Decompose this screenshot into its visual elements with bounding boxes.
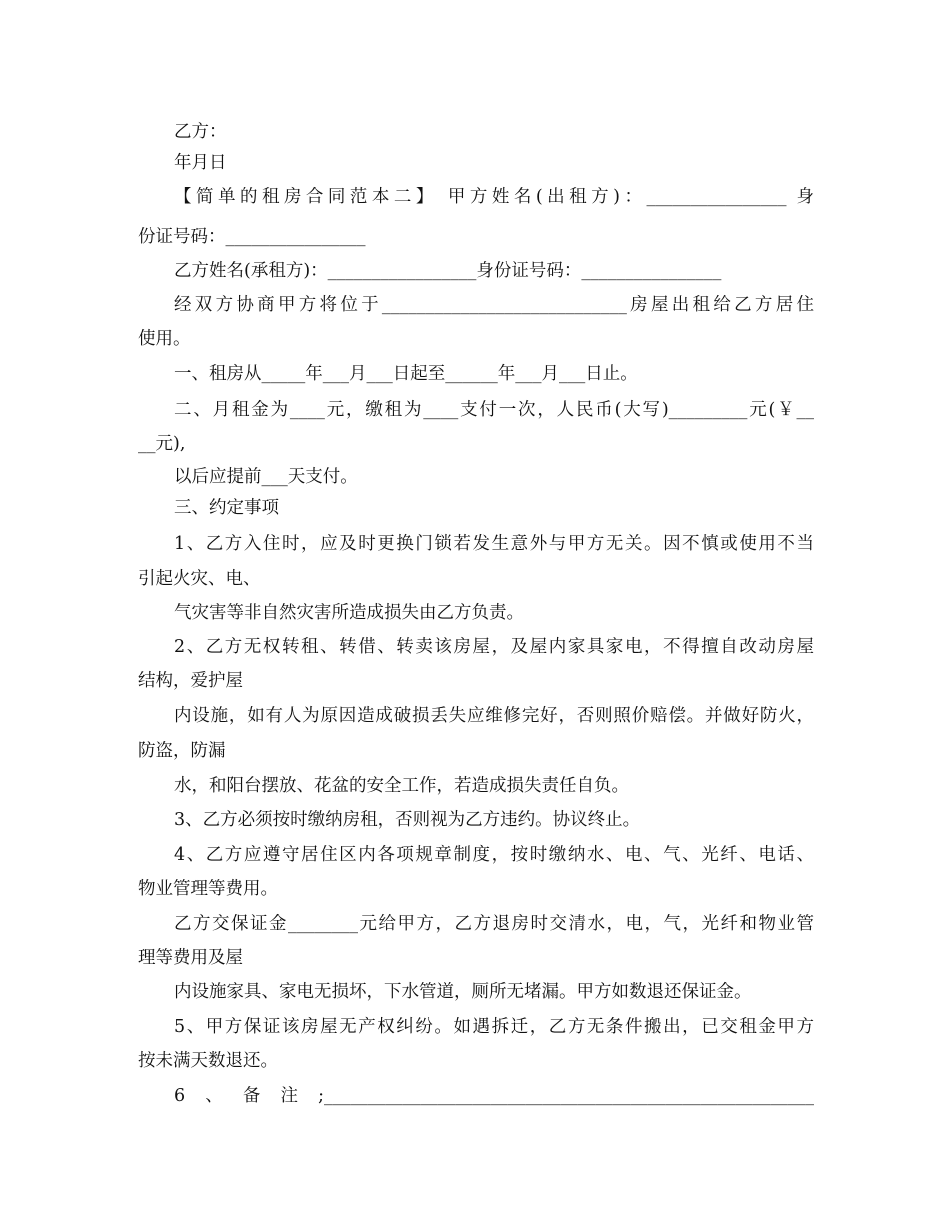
text-line: 5、甲方保证该房屋无产权纠纷。如遇拆迁，乙方无条件搬出，已交租金甲方	[174, 1017, 814, 1037]
text-line: 水，和阳台摆放、花盆的安全工作，若造成损失责任自负。	[174, 776, 629, 796]
text-line: 乙方姓名(承租方)：_________________身份证号码：________________	[174, 261, 722, 281]
text-line: 1、乙方入住时，应及时更换门锁若发生意外与甲方无关。因不慎或使用不当	[174, 534, 814, 554]
text-line: 防盗，防漏	[138, 741, 226, 761]
contract-heading-line: 【简单的租房合同范本二】 甲方姓名(出租方)：________________ 身	[174, 187, 814, 207]
text-line: 内设施家具、家电无损坏，下水管道，厕所无堵漏。甲方如数退还保证金。	[174, 982, 752, 1002]
text-line: 年月日	[174, 153, 227, 173]
text-line: 二、月租金为____元，缴租为____支付一次，人民币(大写)_________元(￥__	[174, 400, 814, 420]
text-line: 引起火灾、电、	[138, 569, 261, 589]
text-line: 内设施，如有人为原因造成破损丢失应维修完好，否则照价赔偿。并做好防火，	[174, 706, 814, 726]
section-heading: 三、约定事项	[174, 498, 279, 518]
text-line: 结构，爱护屋	[138, 671, 243, 691]
text-line: 份证号码：________________	[138, 227, 366, 247]
text-line: 物业管理等费用。	[138, 879, 278, 899]
text-line: 乙方：	[174, 122, 227, 142]
text-line: 2、乙方无权转租、转借、转卖该房屋，及屋内家具家电，不得擅自改动房屋	[174, 637, 814, 657]
text-line: __元),	[138, 434, 186, 454]
text-line: 3、乙方必须按时缴纳房租，否则视为乙方违约。协议终止。	[174, 810, 641, 830]
text-line: 使用。	[138, 329, 191, 349]
text-line: 以后应提前___天支付。	[174, 467, 358, 487]
text-line: 乙方交保证金________元给甲方，乙方退房时交清水，电，气，光纤和物业管	[174, 914, 814, 934]
text-line: 一、租房从_____年___月___日起至______年___月___日止。	[174, 364, 638, 384]
text-line: 气灾害等非自然灾害所造成损失由乙方负责。	[174, 603, 524, 623]
text-line: 理等费用及屋	[138, 948, 243, 968]
text-line: 按未满天数退还。	[138, 1051, 278, 1071]
text-line: 4、乙方应遵守居住区内各项规章制度，按时缴纳水、电、气、光纤、电话、	[174, 845, 814, 865]
text-line: 经双方协商甲方将位于____________________________房屋出租给乙方居住	[174, 295, 814, 315]
remarks-line: 6、备注;________________________________________________________	[174, 1086, 814, 1106]
